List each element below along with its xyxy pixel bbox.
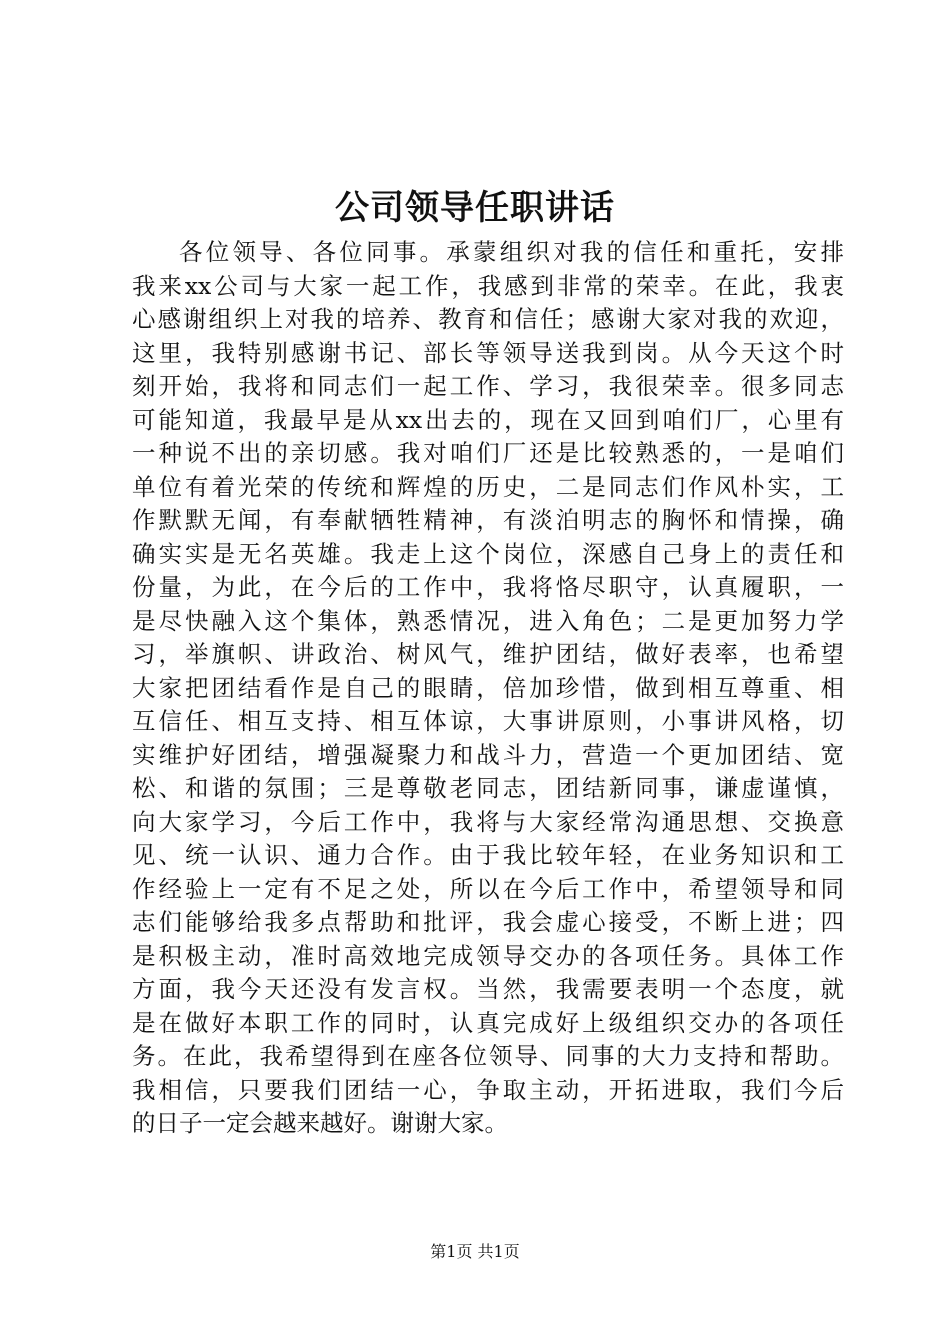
document-title: 公司领导任职讲话	[335, 188, 615, 228]
paragraph-line: 份量，为此，在今后的工作中，我将恪尽职守，认真履职，一	[132, 573, 844, 601]
page-footer: 第1页 共1页	[430, 1242, 520, 1261]
paragraph-line: 务。在此，我希望得到在座各位领导、同事的大力支持和帮助。	[132, 1042, 844, 1070]
paragraph-line: 向大家学习，今后工作中，我将与大家经常沟通思想、交换意	[132, 807, 844, 836]
paragraph-line: 大家把团结看作是自己的眼睛，倍加珍惜，做到相互尊重、相	[132, 673, 844, 702]
paragraph-line: 可能知道，我最早是从xx出去的，现在又回到咱们厂，心里有	[132, 405, 844, 434]
paragraph-line: 我相信，只要我们团结一心，争取主动，开拓进取，我们今后	[132, 1075, 844, 1104]
paragraph-line: 各位领导、各位同事。承蒙组织对我的信任和重托，安排	[179, 238, 844, 266]
paragraph-line: 是在做好本职工作的同时，认真完成好上级组织交办的各项任	[132, 1008, 844, 1037]
speech-body	[132, 236, 844, 1141]
paragraph-line: 松、和谐的氛围；三是尊敬老同志，团结新同事，谦虚谨慎，	[132, 774, 844, 802]
paragraph-line: 我来xx公司与大家一起工作，我感到非常的荣幸。在此，我衷	[132, 271, 844, 300]
paragraph-line: 是尽快融入这个集体，熟悉情况，进入角色；二是更加努力学	[132, 606, 844, 635]
paragraph-line: 单位有着光荣的传统和辉煌的历史，二是同志们作风朴实，工	[132, 472, 844, 501]
paragraph-line: 是积极主动，准时高效地完成领导交办的各项任务。具体工作	[132, 941, 844, 970]
paragraph-line: 这里，我特别感谢书记、部长等领导送我到岗。从今天这个时	[132, 338, 844, 367]
paragraph-line: 作默默无闻，有奉献牺牲精神，有淡泊明志的胸怀和情操，确	[132, 506, 844, 534]
paragraph-line: 刻开始，我将和同志们一起工作、学习，我很荣幸。很多同志	[132, 372, 844, 400]
paragraph-line: 确实实是无名英雄。我走上这个岗位，深感自己身上的责任和	[132, 539, 844, 568]
paragraph-line: 互信任、相互支持、相互体谅，大事讲原则，小事讲风格，切	[132, 707, 844, 735]
paragraph-line: 实维护好团结，增强凝聚力和战斗力，营造一个更加团结、宽	[132, 740, 844, 769]
paragraph-line: 方面，我今天还没有发言权。当然，我需要表明一个态度，就	[132, 975, 844, 1003]
paragraph-line: 见、统一认识、通力合作。由于我比较年轻，在业务知识和工	[132, 841, 844, 869]
paragraph-line: 的日子一定会越来越好。谢谢大家。	[132, 1109, 508, 1137]
paragraph-line: 心感谢组织上对我的培养、教育和信任；感谢大家对我的欢迎，	[132, 305, 844, 333]
paragraph-line: 习，举旗帜、讲政治、树风气，维护团结，做好表率，也希望	[132, 640, 844, 668]
paragraph-line: 一种说不出的亲切感。我对咱们厂还是比较熟悉的，一是咱们	[132, 439, 844, 467]
paragraph-line: 志们能够给我多点帮助和批评，我会虚心接受，不断上进；四	[132, 908, 844, 936]
paragraph-line: 作经验上一定有不足之处，所以在今后工作中，希望领导和同	[132, 874, 844, 903]
